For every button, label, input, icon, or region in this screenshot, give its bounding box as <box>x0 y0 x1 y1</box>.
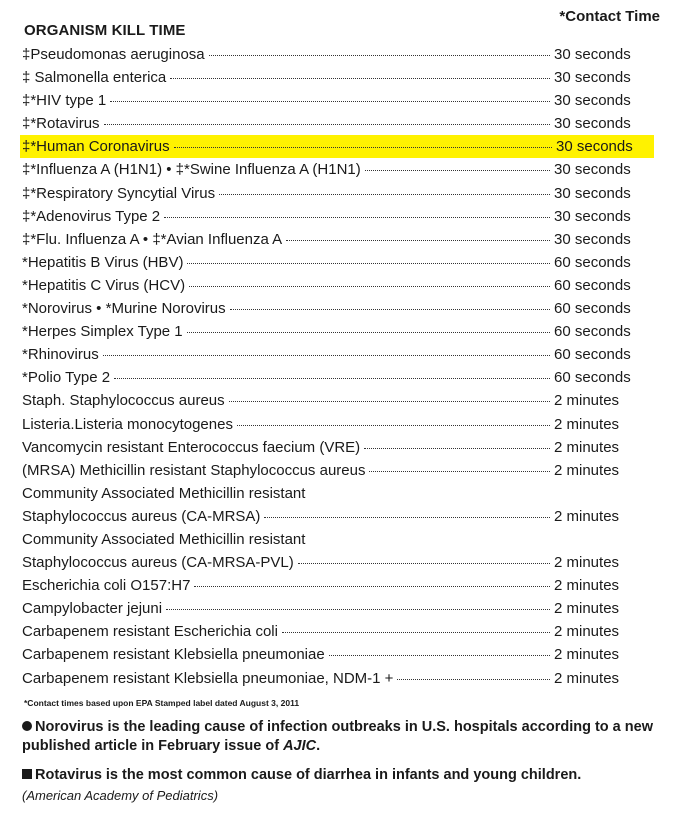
dot-leader <box>237 425 550 426</box>
organism-name: Escherichia coli O157:H7 <box>22 577 191 595</box>
organism-name: ‡*Human Coronavirus <box>22 138 170 156</box>
contact-time: 60 seconds <box>554 276 631 294</box>
table-row <box>22 436 652 459</box>
contact-time: 30 seconds <box>554 230 631 248</box>
table-row <box>22 505 652 528</box>
dot-leader <box>219 194 550 195</box>
organism-name: Community Associated Methicillin resistant <box>22 530 306 548</box>
norovirus-journal: AJIC <box>283 738 317 754</box>
contact-time: 60 seconds <box>554 323 631 341</box>
dot-leader <box>264 517 550 518</box>
dot-leader <box>189 286 550 287</box>
organism-name: *Herpes Simplex Type 1 <box>22 323 183 341</box>
organism-name: Vancomycin resistant Enterococcus faecium (VRE) <box>22 438 361 456</box>
contact-time: 2 minutes <box>554 415 620 433</box>
table-row <box>22 482 652 505</box>
dot-leader <box>364 448 550 449</box>
contact-time: 2 minutes <box>554 392 620 410</box>
dot-leader <box>329 655 550 656</box>
contact-time: 2 minutes <box>554 623 620 641</box>
dot-leader <box>170 78 550 79</box>
contact-time: 2 minutes <box>554 554 620 572</box>
table-row <box>22 389 652 412</box>
organism-name: *Rhinovirus <box>22 346 99 364</box>
rotavirus-note <box>22 766 662 785</box>
contact-time: 2 minutes <box>554 461 620 479</box>
organism-name: Carbapenem resistant Klebsiella pneumoniae <box>22 646 325 664</box>
contact-time: 2 minutes <box>554 507 620 525</box>
table-row <box>20 135 654 158</box>
dot-leader <box>229 401 550 402</box>
table-row <box>22 89 652 112</box>
contact-time: 2 minutes <box>554 600 620 618</box>
table-row <box>22 251 652 274</box>
rotavirus-note-text: Rotavirus is the most common cause of diarrhea in infants and young children. <box>35 767 582 783</box>
table-row <box>22 320 652 343</box>
table-row <box>22 413 652 436</box>
dot-leader <box>230 309 550 310</box>
organism-name: Staphylococcus aureus (CA-MRSA) <box>22 507 261 525</box>
table-row <box>22 182 652 205</box>
organism-name: ‡*Respiratory Syncytial Virus <box>22 184 216 202</box>
table-row <box>22 66 652 89</box>
table-row <box>22 158 652 181</box>
dot-leader <box>298 563 550 564</box>
dot-leader <box>114 378 550 379</box>
table-row <box>22 112 652 135</box>
table-row <box>22 597 652 620</box>
organism-name: Carbapenem resistant Escherichia coli <box>22 623 278 641</box>
contact-time: 30 seconds <box>554 207 631 225</box>
organism-name: *Polio Type 2 <box>22 369 111 387</box>
table-row <box>22 43 652 66</box>
contact-time: 2 minutes <box>554 438 620 456</box>
table-row <box>22 667 652 690</box>
table-row <box>22 574 652 597</box>
organism-name: ‡*Flu. Influenza A • ‡*Avian Influenza A <box>22 230 283 248</box>
organism-name: Staph. Staphylococcus aureus <box>22 392 225 410</box>
table-row <box>22 528 652 551</box>
organism-name: Staphylococcus aureus (CA-MRSA-PVL) <box>22 554 294 572</box>
contact-time: 2 minutes <box>554 646 620 664</box>
dot-leader <box>104 124 550 125</box>
organism-name: (MRSA) Methicillin resistant Staphylococcus aureus <box>22 461 366 479</box>
contact-time: 30 seconds <box>556 138 633 156</box>
organism-name: Carbapenem resistant Klebsiella pneumoniae, NDM-1 + <box>22 669 394 687</box>
organism-kill-time-header: ORGANISM KILL TIME <box>24 22 186 39</box>
table-row <box>22 620 652 643</box>
contact-time: 30 seconds <box>554 46 631 63</box>
dot-leader <box>187 332 550 333</box>
rotavirus-source: (American Academy of Pediatrics) <box>22 788 219 803</box>
organism-name: Listeria.Listeria monocytogenes <box>22 415 233 433</box>
table-row <box>22 366 652 389</box>
contact-time-header: *Contact Time <box>559 8 660 25</box>
dot-leader <box>166 609 550 610</box>
organism-name: ‡*Rotavirus <box>22 115 100 133</box>
organism-name: ‡*Adenovirus Type 2 <box>22 207 161 225</box>
organism-name: ‡*Influenza A (H1N1) • ‡*Swine Influenza A (H1N1) <box>22 161 361 179</box>
dot-leader <box>187 263 550 264</box>
dot-leader <box>174 147 552 148</box>
dot-leader <box>286 240 550 241</box>
dot-leader <box>110 101 550 102</box>
contact-time: 60 seconds <box>554 300 631 318</box>
dot-leader <box>103 355 550 356</box>
dot-leader <box>365 170 550 171</box>
organism-name: *Norovirus • *Murine Norovirus <box>22 300 226 318</box>
norovirus-note-text: Norovirus is the leading cause of infection outbreaks in U.S. hospitals according to a new published article in February issue of <box>22 719 653 754</box>
circle-bullet-icon <box>22 721 32 731</box>
contact-time: 30 seconds <box>554 161 631 179</box>
organism-name: ‡*HIV type 1 <box>22 92 107 110</box>
table-row <box>22 459 652 482</box>
contact-time: 60 seconds <box>554 253 631 271</box>
table-row <box>22 343 652 366</box>
table-row <box>22 274 652 297</box>
organism-name: *Hepatitis C Virus (HCV) <box>22 276 186 294</box>
dot-leader <box>194 586 550 587</box>
table-row <box>22 643 652 666</box>
square-bullet-icon <box>22 769 32 779</box>
table-row <box>22 551 652 574</box>
dot-leader <box>282 632 550 633</box>
contact-time: 2 minutes <box>554 577 620 595</box>
organism-name: ‡ Salmonella enterica <box>22 69 167 87</box>
table-row <box>22 205 652 228</box>
organism-name: Community Associated Methicillin resistant <box>22 484 306 502</box>
organism-name: Campylobacter jejuni <box>22 600 163 618</box>
norovirus-note-end: . <box>316 738 321 754</box>
norovirus-note <box>22 718 662 756</box>
table-row <box>22 228 652 251</box>
contact-time: 30 seconds <box>554 92 631 110</box>
contact-time: 60 seconds <box>554 346 631 364</box>
dot-leader <box>209 55 550 56</box>
organism-name: *Hepatitis B Virus (HBV) <box>22 253 184 271</box>
contact-time: 30 seconds <box>554 184 631 202</box>
contact-time: 60 seconds <box>554 369 631 387</box>
organism-name: ‡Pseudomonas aeruginosa <box>22 46 205 63</box>
table-row <box>22 297 652 320</box>
dot-leader <box>164 217 550 218</box>
dot-leader <box>369 471 550 472</box>
dot-leader <box>397 679 550 680</box>
contact-time: 30 seconds <box>554 69 631 87</box>
organism-list <box>22 43 652 690</box>
contact-time: 30 seconds <box>554 115 631 133</box>
contact-time: 2 minutes <box>554 669 620 687</box>
epa-footnote: *Contact times based upon EPA Stamped label dated August 3, 2011 <box>24 698 300 708</box>
